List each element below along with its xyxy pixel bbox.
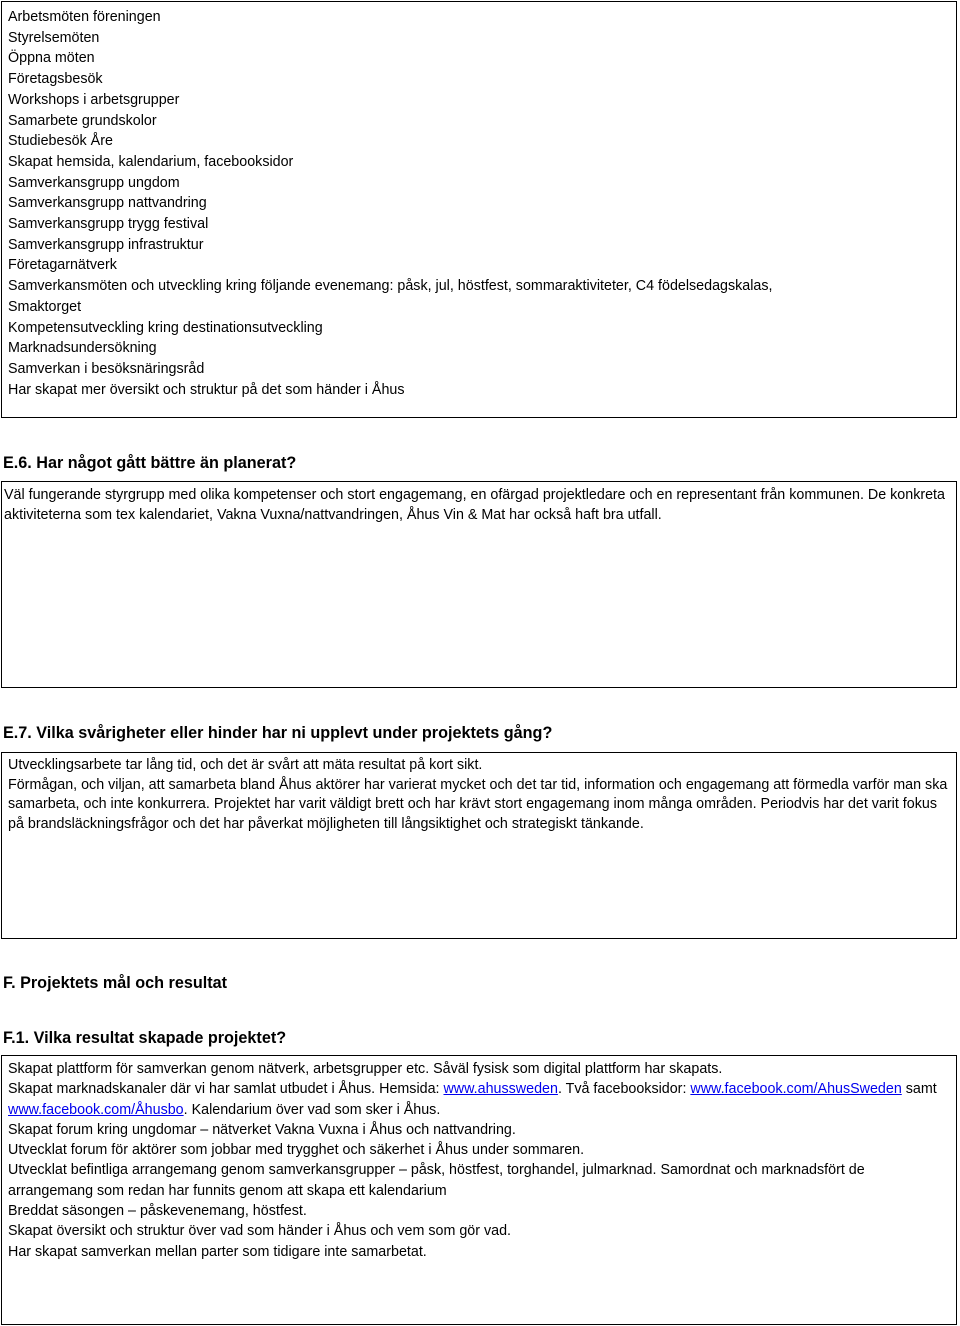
list-item: Har skapat mer översikt och struktur på det som händer i Åhus	[8, 381, 405, 398]
section-f1-answer-box	[1, 1055, 957, 1325]
section-f-heading: F. Projektets mål och resultat	[3, 974, 227, 992]
list-item: Företagarnätverk	[8, 257, 117, 274]
list-item: Företagsbesök	[8, 71, 103, 88]
result-line: Har skapat samverkan mellan parter som tidigare inte samarbetat.	[8, 1243, 427, 1260]
facebook-link-ahussweden[interactable]: www.facebook.com/AhusSweden	[690, 1081, 902, 1098]
list-item: Samarbete grundskolor	[8, 112, 157, 129]
facebook-link-ahusbo[interactable]: www.facebook.com/Åhusbo	[8, 1101, 184, 1118]
list-item: Arbetsmöten föreningen	[8, 9, 161, 25]
list-item: Samverkansgrupp infrastruktur	[8, 236, 204, 253]
section-e7-heading: E.7. Vilka svårigheter eller hinder har ni upplevt under projektets gång?	[3, 724, 553, 742]
list-item: Marknadsundersökning	[8, 340, 157, 357]
result-line: Utvecklat befintliga arrangemang genom samverkansgrupper – påsk, höstfest, torghandel, julmarknad. Samordnat och marknadsfört de arrangemang som redan har funnits genom att skapa ett kalendarium	[8, 1162, 865, 1199]
result-text: . Kalendarium över vad som sker i Åhus.	[183, 1101, 441, 1118]
list-item: Kompetensutveckling kring destinationsutveckling	[8, 319, 323, 336]
list-item: Workshops i arbetsgrupper	[8, 91, 180, 108]
list-item: Smaktorget	[8, 298, 82, 315]
result-text: samt	[901, 1081, 937, 1098]
list-item: Skapat hemsida, kalendarium, facebooksidor	[8, 153, 294, 170]
result-line: Utvecklat forum för aktörer som jobbar med trygghet och säkerhet i Åhus under sommaren.	[8, 1142, 585, 1159]
result-text: . Två facebooksidor:	[557, 1081, 691, 1098]
list-item: Samverkansmöten och utveckling kring följande evenemang: påsk, jul, höstfest, sommaraktiviteter, C4 födelsedagskalas,	[8, 278, 773, 295]
list-item: Studiebesök Åre	[8, 133, 113, 150]
section-e7-paragraph: Utvecklingsarbete tar lång tid, och det är svårt att mäta resultat på kort sikt.	[8, 757, 483, 773]
result-line: Skapat översikt och struktur över vad som händer i Åhus och vem som gör vad.	[8, 1223, 512, 1240]
list-item: Styrelsemöten	[8, 29, 100, 46]
section-e6-text: Väl fungerande styrgrupp med olika kompetenser och stort engagemang, en ofärgad projektledare och en representant från kommunen. De konkreta aktiviteterna som tex kalendariet, Vakna Vuxna/nattvandringen, Åhus Vin & Mat har också haft bra utfall.	[4, 487, 945, 523]
list-item: Samverkansgrupp ungdom	[8, 174, 180, 191]
activities-list-box	[1, 1, 957, 418]
website-link[interactable]: www.ahussweden	[443, 1081, 558, 1098]
section-e7-paragraph: Förmågan, och viljan, att samarbeta bland Åhus aktörer har varierat mycket och det tar tid, information och engagemang att förmedla varför man ska samarbeta, och inte konkurrera. Projektet har varit väldigt brett och har krävt stort engagemang inom många områden. Periodvis har det varit fokus på brandsläckningsfrågor och det har påverkat möjligheten till långsiktighet och strategiskt tänkande.	[8, 776, 948, 832]
section-e6-answer-box	[1, 481, 957, 688]
list-item: Öppna möten	[8, 50, 95, 67]
list-item: Samverkansgrupp trygg festival	[8, 216, 209, 233]
result-line-channels	[8, 1079, 950, 1120]
result-line: Skapat forum kring ungdomar – nätverket Vakna Vuxna i Åhus och nattvandring.	[8, 1121, 516, 1138]
list-item: Samverkan i besöksnäringsråd	[8, 360, 205, 377]
section-e6-heading: E.6. Har något gått bättre än planerat?	[3, 454, 297, 472]
section-e7-answer-box	[1, 752, 957, 939]
result-line: Skapat plattform för samverkan genom nätverk, arbetsgrupper etc. Såväl fysisk som digital plattform har skapats.	[8, 1061, 723, 1077]
result-text: Skapat marknadskanaler där vi har samlat utbudet i Åhus. Hemsida:	[8, 1081, 444, 1098]
list-item: Samverkansgrupp nattvandring	[8, 195, 207, 212]
section-f1-heading: F.1. Vilka resultat skapade projektet?	[3, 1029, 287, 1047]
result-line: Breddat säsongen – påskevenemang, höstfest.	[8, 1203, 307, 1220]
